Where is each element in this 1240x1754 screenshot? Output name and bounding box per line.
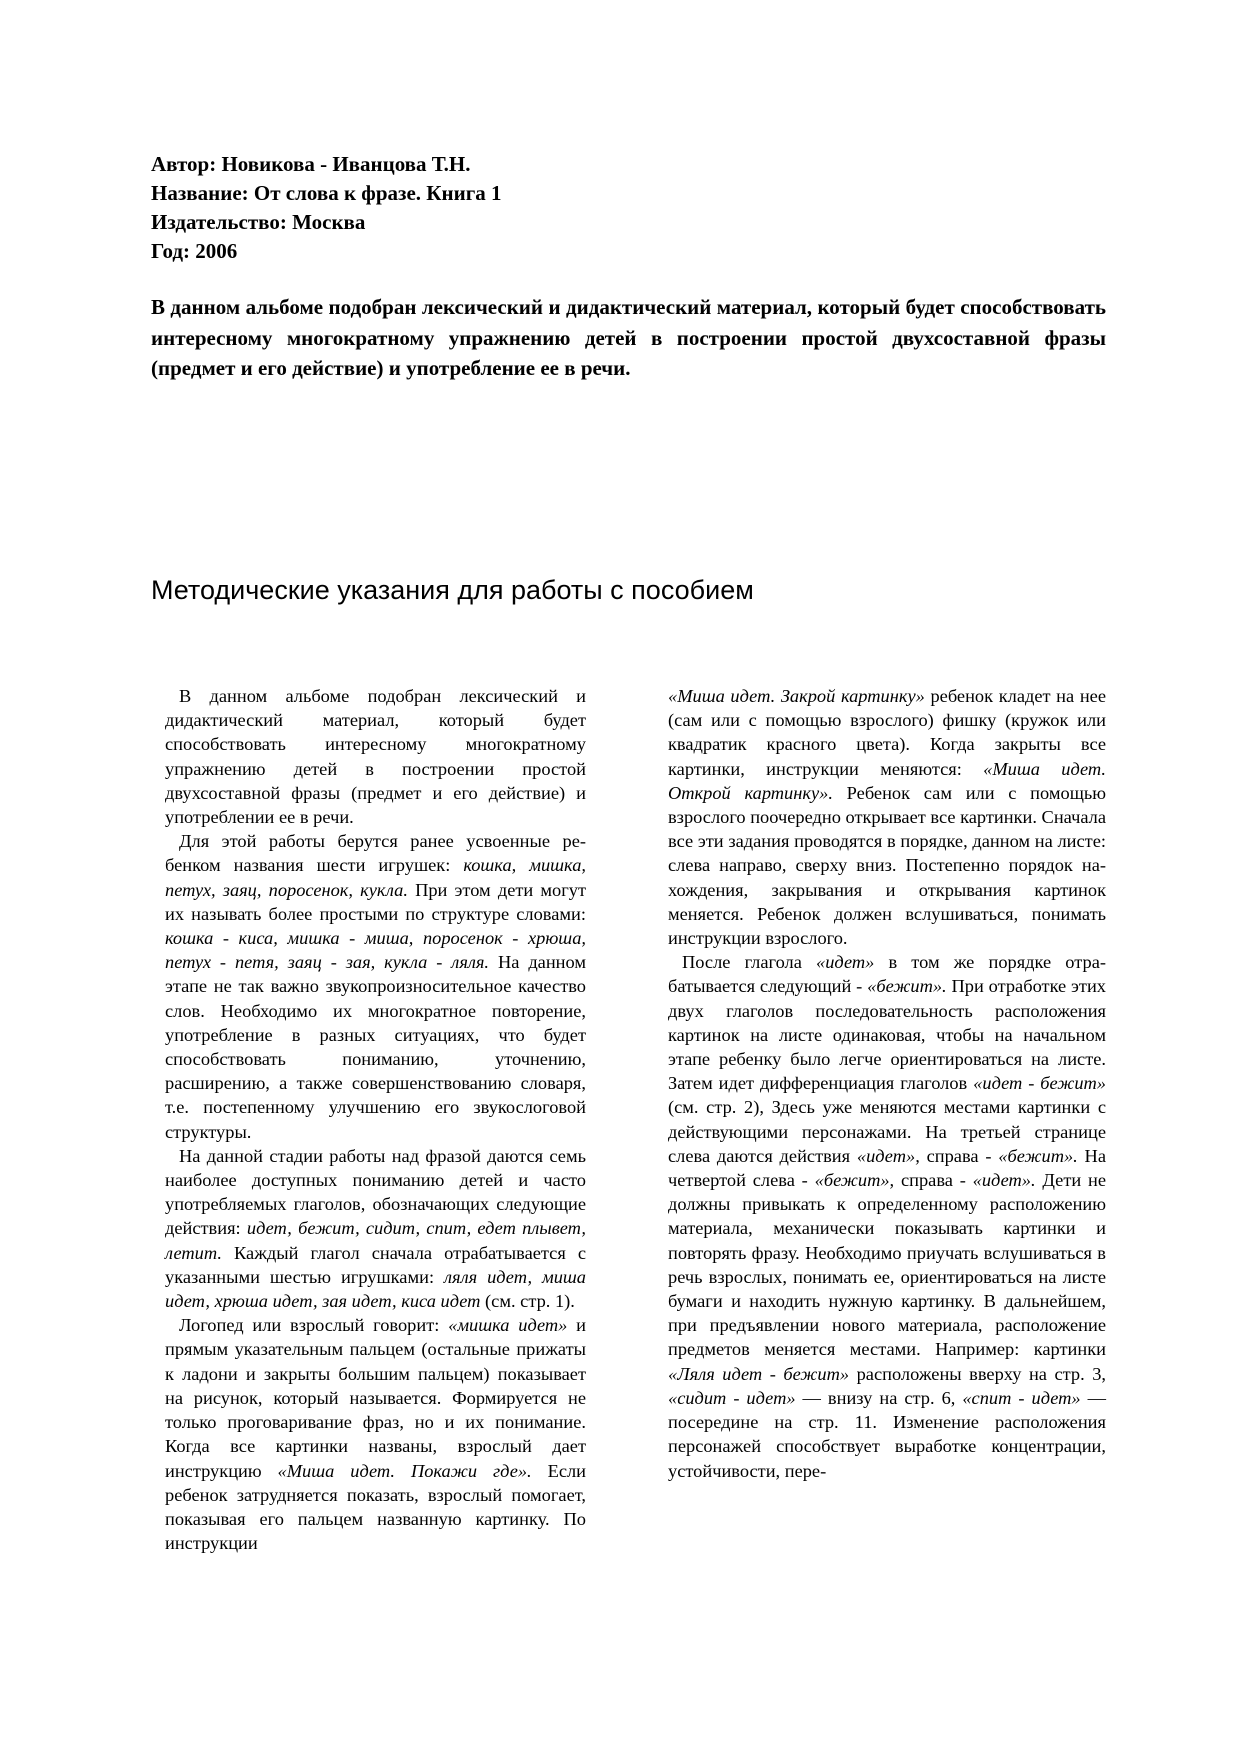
text-run: справа -	[894, 1170, 973, 1191]
italic-text: «Миша идет. Открой картинку».	[668, 758, 1106, 803]
section-heading: Методические указания для работы с пособием	[151, 575, 754, 605]
left-column	[165, 684, 586, 1555]
italic-text: «бежит».	[998, 1145, 1078, 1166]
right-column	[668, 684, 1106, 1483]
italic-text: кошка, мишка, петух, заяц, поросенок, кукла.	[165, 855, 586, 900]
italic-text: кошка - киса, мишка - миша, поросенок - хрюша, петух - петя, заяц - зая, кукла - ляля.	[165, 928, 586, 973]
text-run: — посередине на стр. 11. Изменение расположения персонажей способствует выработке концентрации, устойчивости, пере-	[668, 1387, 1107, 1481]
italic-text: «идет»,	[856, 1145, 920, 1166]
text-run: Логопед или взрослый говорит:	[179, 1315, 449, 1336]
text-run: Дети не должны привыкать к определенному расположению материала, механически показывать картинки и повторять фразу. Необходимо приучать вслушиваться в речь взрослых, понимать ее, ориентироваться на листе бумаги и находить нужную картинку. В дальнейшем, при предъявлении нового материала, расположение предметов меняется местами. Например: картинки	[668, 1170, 1106, 1360]
abstract-paragraph: В данном альбоме подобран лексический и дидактический материал, который будет способствовать интересному многократному упражнению детей в построении простой двухсоставной фразы (предмет и его действие) и употребление ее в речи.	[151, 295, 1106, 380]
italic-text: «Миша идет. Закрой картинку»	[668, 686, 925, 706]
italic-text: идет, бежит, сидит, спит, едет плывет, летит.	[165, 1218, 586, 1263]
text-run: ребенок кладет на нее (сам или с помощью взрослого) фишку (кружок или квадратик красного цвета). Когда закрыты все картинки, инструкции меняются:	[668, 686, 1106, 779]
title-line: Название: От слова к фразе. Книга 1	[151, 181, 502, 205]
text-run: Для этой работы берутся ранее усвоенные ребенком названия шести игрушек:	[165, 831, 586, 876]
italic-text: «сидит - идет»	[668, 1387, 796, 1408]
italic-text: «мишка идет»	[448, 1315, 568, 1336]
italic-text: «спит - идет»	[962, 1387, 1081, 1408]
text-run: и прямым указательным пальцем (остальные прижаты к ладони и закрыты большим пальцем) показывает на рисунок, который называется. Формируется не только проговаривание фраз, но и их понимание. Когда все картинки названы, взрослый дает инструкцию	[165, 1315, 586, 1481]
publisher-line: Издательство: Москва	[151, 210, 366, 234]
italic-text: ляля идет, миша идет, хрюша идет, зая идет, киса идет	[165, 1266, 587, 1312]
italic-text: «бежит».	[867, 976, 947, 997]
text-run: (см. стр. 1).	[480, 1291, 575, 1312]
body-paragraph	[165, 1144, 586, 1313]
text-run: Ребенок сам или с помощью взрослого поочередно открывает все картинки. Сначала все эти задания проводятся в порядке, данном на листе: слева направо, сверху вниз. Постепенно порядок нахождения, закрывания и открывания картинок меняется. Ребенок должен вслушиваться, понимать инструкции взрослого.	[668, 782, 1106, 949]
text-run: При этом дети могут их называть более простыми по структуре словами:	[165, 879, 586, 924]
text-run: Каждый глагол сначала отрабатывается с указанными шестью игрушками:	[165, 1242, 586, 1287]
text-run: — внизу на стр. 6,	[795, 1387, 963, 1408]
body-paragraph	[165, 1313, 586, 1555]
year-line: Год: 2006	[151, 239, 238, 263]
body-paragraph	[165, 829, 586, 1144]
text-run: На данном этапе не так важно звукопроизносительное качество слов. Необходимо их многократное повторение, употребление в разных ситуациях, что будет способствовать пониманию, уточнению, расширению, а также совершенствованию словаря, т.е. постепенному улучшению его звукослоговой структуры.	[165, 952, 587, 1142]
text-run: На данной стадии работы над фразой даются семь наиболее доступных пониманию детей и часто употребляемых глаголов, обозначающих следующие действия:	[165, 1145, 586, 1239]
text-run: При отработке этих двух глаголов последовательность расположения картинок на листе одинаковая, чтобы на начальном этапе ребенку было легче ориентироваться на листе. Затем идет дифференциация глаголов	[668, 976, 1107, 1094]
text-run: (см. стр. 2), Здесь уже меняются местами картинки с действующими персонажами. На третьей странице слева даются действия	[668, 1097, 1106, 1166]
italic-text: «идет».	[972, 1170, 1036, 1191]
italic-text: «идет - бежит»	[973, 1073, 1107, 1094]
book-metadata	[151, 150, 501, 266]
italic-text: «Миша идет. Покажи где».	[277, 1460, 532, 1481]
author-line: Автор: Новикова - Иванцова Т.Н.	[151, 152, 471, 176]
text-run: После глагола	[682, 952, 817, 973]
italic-text: «бежит»,	[814, 1170, 895, 1191]
body-paragraph	[668, 950, 1106, 1482]
body-paragraph	[165, 684, 586, 829]
text-run: Если ребенок затрудняется показать, взрослый помогает, показывая его пальцем названную картинку. По инструкции	[165, 1460, 587, 1554]
italic-text: «идет»	[816, 952, 875, 973]
text-run: справа -	[919, 1145, 999, 1166]
text-run: расположены вверху на стр. 3,	[849, 1363, 1106, 1384]
text-run: в том же порядке отрабатывается следующий -	[668, 952, 1106, 997]
italic-text: «Ляля идет - бежит»	[668, 1363, 850, 1384]
text-run: В данном альбоме подобран лексический и дидактический материал, который будет способствовать интересному многократному упражнению детей в построении простой двухсоставной фразы (предмет и его действие) и употреблении ее в речи.	[165, 686, 586, 828]
body-paragraph	[668, 684, 1106, 950]
text-run: На четвертой слева -	[668, 1145, 1107, 1191]
